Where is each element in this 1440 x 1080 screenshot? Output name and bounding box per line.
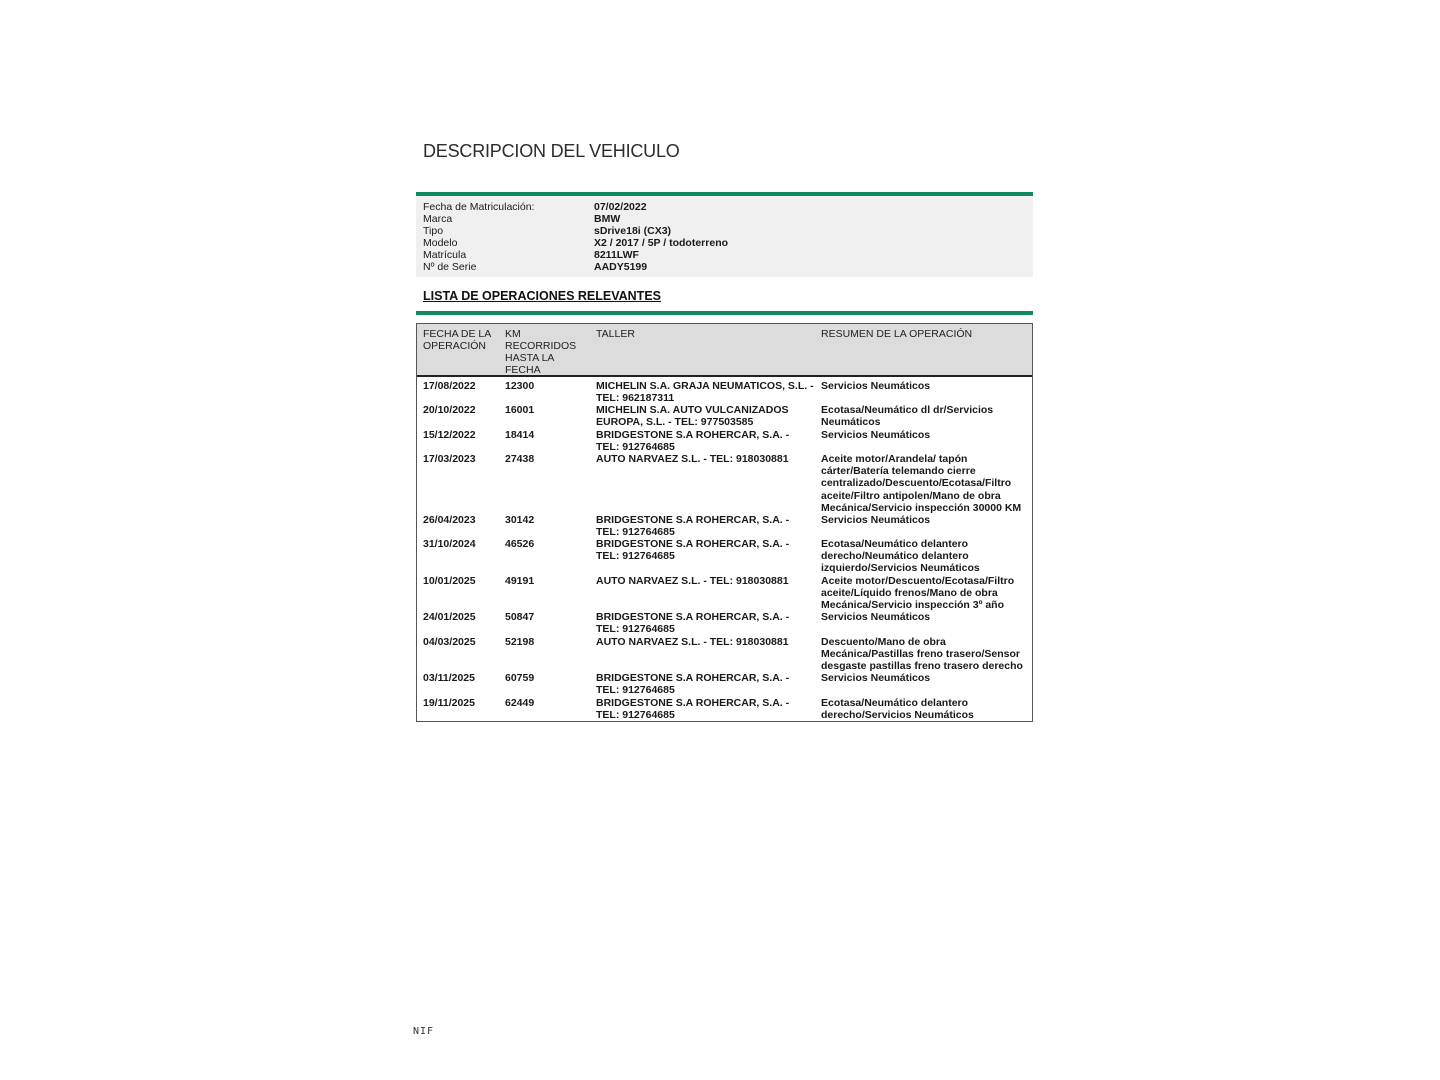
op-date: 19/11/2025: [423, 697, 475, 709]
op-date: 24/01/2025: [423, 611, 476, 623]
vehicle-details: [416, 197, 1033, 277]
footer-nif: NIF: [413, 1026, 435, 1037]
op-workshop: BRIDGESTONE S.A ROHERCAR, S.A. - TEL: 912764685: [596, 611, 790, 636]
vehicle-label: Tipo: [423, 225, 444, 237]
vehicle-label: Modelo: [423, 237, 458, 249]
op-km: 18414: [505, 429, 535, 441]
op-summary: Servicios Neumáticos: [821, 611, 931, 623]
op-summary: Servicios Neumáticos: [821, 672, 931, 684]
op-workshop: BRIDGESTONE S.A ROHERCAR, S.A. - TEL: 912764685: [596, 514, 790, 539]
header-date: FECHA DE LA OPERACIÓN: [423, 328, 491, 352]
operations-title: LISTA DE OPERACIONES RELEVANTES: [423, 289, 661, 303]
op-workshop: BRIDGESTONE S.A ROHERCAR, S.A. - TEL: 912764685: [596, 697, 790, 722]
op-date: 26/04/2023: [423, 514, 476, 526]
op-workshop: BRIDGESTONE S.A ROHERCAR, S.A. - TEL: 912764685: [596, 538, 790, 563]
vehicle-value: BMW: [594, 213, 621, 225]
op-date: 04/03/2025: [423, 636, 476, 648]
op-workshop: AUTO NARVAEZ S.L. - TEL: 918030881: [596, 575, 789, 587]
header-summary: RESUMEN DE LA OPERACIÓN: [821, 328, 973, 340]
op-date: 10/01/2025: [423, 575, 476, 587]
vehicle-label: Fecha de Matriculación:: [423, 201, 535, 213]
vehicle-value: AADY5199: [594, 261, 648, 273]
table-header: [417, 324, 1032, 377]
vehicle-value: 8211LWF: [594, 249, 639, 261]
op-date: 03/11/2025: [423, 672, 475, 684]
op-km: 46526: [505, 538, 535, 550]
op-km: 52198: [505, 636, 535, 648]
op-km: 49191: [505, 575, 535, 587]
section-divider: [416, 311, 1033, 315]
op-summary: Servicios Neumáticos: [821, 514, 931, 526]
op-date: 15/12/2022: [423, 429, 476, 441]
op-summary: Aceite motor/Descuento/Ecotasa/Filtro aceite/Líquido frenos/Mano de obra Mecánica/Servicio inspección 3º año: [821, 575, 1015, 612]
vehicle-value: 07/02/2022: [594, 201, 647, 213]
op-workshop: MICHELIN S.A. GRAJA NEUMATICOS, S.L. - TEL: 962187311: [596, 380, 814, 405]
op-summary: Ecotasa/Neumático delantero derecho/Neumático delantero izquierdo/Servicios Neumáticos: [821, 538, 980, 575]
header-km: KM RECORRIDOS HASTA LA FECHA: [505, 328, 577, 376]
op-summary: Ecotasa/Neumático delantero derecho/Servicios Neumáticos: [821, 697, 974, 722]
section-divider: [416, 192, 1033, 196]
vehicle-label: Marca: [423, 213, 453, 225]
vehicle-value: sDrive18i (CX3): [594, 225, 672, 237]
op-workshop: BRIDGESTONE S.A ROHERCAR, S.A. - TEL: 912764685: [596, 429, 790, 454]
vehicle-value: X2 / 2017 / 5P / todoterreno: [594, 237, 729, 249]
op-workshop: BRIDGESTONE S.A ROHERCAR, S.A. - TEL: 912764685: [596, 672, 790, 697]
op-km: 30142: [505, 514, 535, 526]
op-date: 17/08/2022: [423, 380, 476, 392]
op-km: 50847: [505, 611, 535, 623]
op-date: 20/10/2022: [423, 404, 476, 416]
op-date: 31/10/2024: [423, 538, 476, 550]
op-km: 60759: [505, 672, 535, 684]
op-summary: Descuento/Mano de obra Mecánica/Pastillas freno trasero/Sensor desgaste pastillas freno trasero derecho: [821, 636, 1023, 673]
op-summary: Aceite motor/Arandela/ tapón cárter/Batería telemando cierre centralizado/Descuento/Ecotasa/Filtro aceite/Filtro antipolen/Mano de obra Mecánica/Servicio inspección 30000 KM: [821, 453, 1022, 514]
op-workshop: MICHELIN S.A. AUTO VULCANIZADOS EUROPA, S.L. - TEL: 977503585: [596, 404, 789, 429]
op-km: 27438: [505, 453, 535, 465]
operations-table: [416, 323, 1033, 722]
op-workshop: AUTO NARVAEZ S.L. - TEL: 918030881: [596, 636, 789, 648]
op-km: 12300: [505, 380, 535, 392]
vehicle-label: Matrícula: [423, 249, 467, 261]
vehicle-label: Nº de Serie: [423, 261, 477, 273]
op-km: 16001: [505, 404, 535, 416]
op-summary: Servicios Neumáticos: [821, 380, 931, 392]
op-summary: Ecotasa/Neumático dl dr/Servicios Neumáticos: [821, 404, 994, 429]
op-workshop: AUTO NARVAEZ S.L. - TEL: 918030881: [596, 453, 789, 465]
header-workshop: TALLER: [596, 328, 635, 340]
op-km: 62449: [505, 697, 535, 709]
page-title: DESCRIPCION DEL VEHICULO: [423, 141, 680, 161]
op-summary: Servicios Neumáticos: [821, 429, 931, 441]
op-date: 17/03/2023: [423, 453, 476, 465]
